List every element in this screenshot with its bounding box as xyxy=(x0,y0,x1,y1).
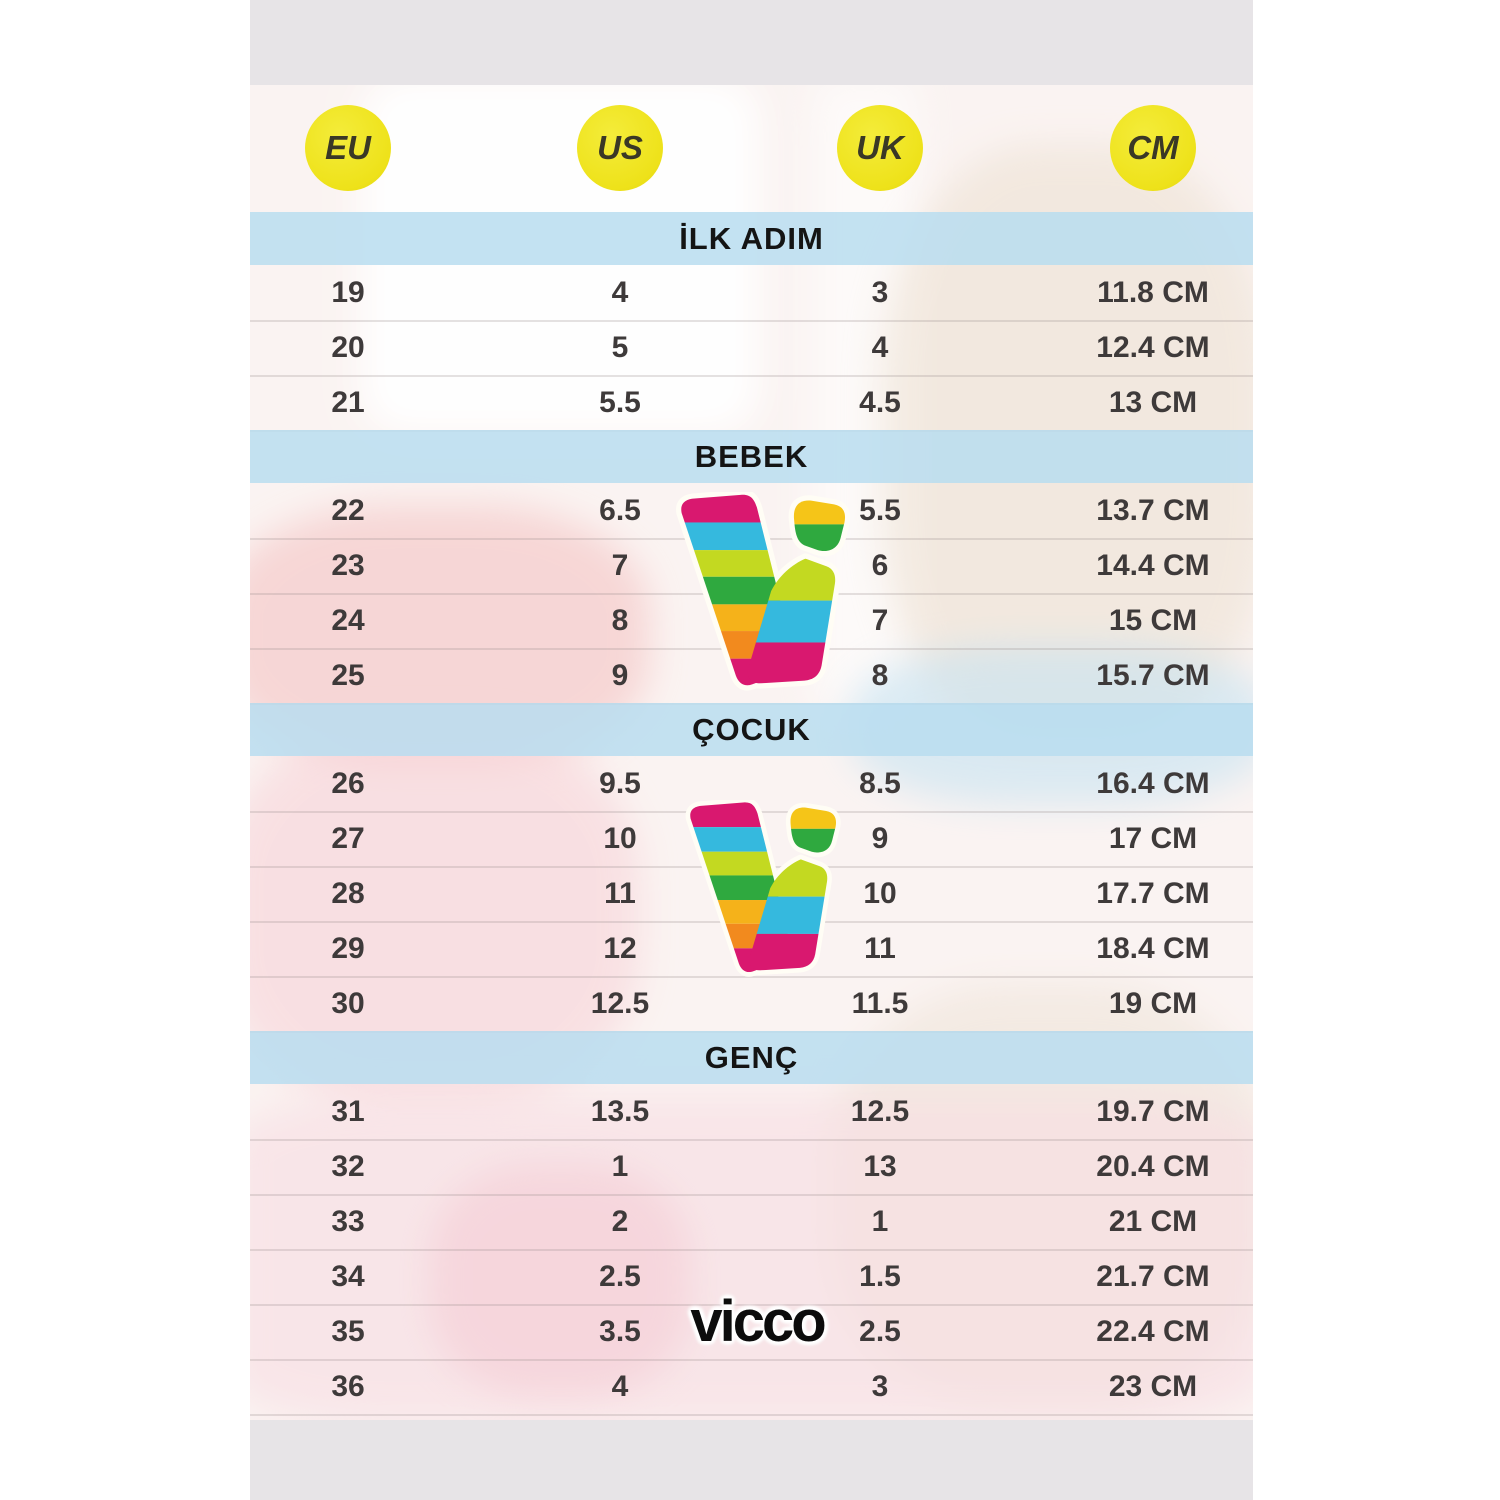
cell-cm: 14.4 CM xyxy=(1096,548,1210,582)
table-row xyxy=(250,976,1253,1033)
cell-uk: 12.5 xyxy=(850,1094,910,1128)
cell-uk: 4 xyxy=(871,330,889,364)
cell-eu: 35 xyxy=(331,1314,365,1348)
table-row xyxy=(250,1194,1253,1251)
cell-cm: 21 CM xyxy=(1108,1204,1198,1238)
cell-uk: 1 xyxy=(871,1204,889,1238)
cell-us: 9 xyxy=(611,658,629,692)
cell-eu: 19 xyxy=(331,275,365,309)
size-chart-content xyxy=(250,0,1253,1500)
column-header-us xyxy=(577,105,663,191)
cell-eu: 34 xyxy=(331,1259,365,1293)
vicco-v-logo-cocuk xyxy=(664,800,846,978)
cell-us: 5 xyxy=(611,330,629,364)
column-header-eu xyxy=(305,105,391,191)
cell-us: 12 xyxy=(603,931,637,965)
cell-cm: 16.4 CM xyxy=(1096,766,1210,800)
table-row xyxy=(250,1139,1253,1196)
cell-uk: 2.5 xyxy=(859,1314,901,1348)
column-header-cm xyxy=(1110,105,1196,191)
cell-cm: 20.4 CM xyxy=(1096,1149,1210,1183)
section-band xyxy=(250,703,1253,756)
cell-eu: 22 xyxy=(331,493,365,527)
table-row xyxy=(250,1359,1253,1416)
cell-uk: 5.5 xyxy=(859,493,901,527)
cell-cm: 15 CM xyxy=(1108,603,1198,637)
column-header-label: CM xyxy=(1127,129,1179,166)
cell-uk: 3 xyxy=(871,1369,889,1403)
cell-cm: 18.4 CM xyxy=(1096,931,1210,965)
cell-eu: 32 xyxy=(331,1149,365,1183)
cell-uk: 9 xyxy=(871,821,889,855)
cell-cm: 19.7 CM xyxy=(1096,1094,1210,1128)
table-row xyxy=(250,265,1253,322)
section-band xyxy=(250,430,1253,483)
cell-eu: 31 xyxy=(331,1094,365,1128)
cell-eu: 20 xyxy=(331,330,365,364)
cell-uk: 13 xyxy=(863,1149,897,1183)
cell-us: 11 xyxy=(604,876,636,910)
cell-us: 4 xyxy=(611,275,629,309)
cell-uk: 1.5 xyxy=(859,1259,901,1293)
cell-eu: 26 xyxy=(331,766,365,800)
cell-uk: 8.5 xyxy=(859,766,901,800)
cell-eu: 29 xyxy=(331,931,365,965)
vicco-v-icon xyxy=(664,800,846,978)
cell-us: 9.5 xyxy=(599,766,641,800)
cell-eu: 33 xyxy=(331,1204,365,1238)
cell-us: 3.5 xyxy=(599,1314,641,1348)
cell-uk: 11 xyxy=(864,931,896,965)
cell-cm: 22.4 CM xyxy=(1096,1314,1210,1348)
cell-us: 5.5 xyxy=(599,385,641,419)
cell-eu: 30 xyxy=(331,986,365,1020)
vicco-v-icon xyxy=(658,492,850,692)
section-band xyxy=(250,1031,1253,1084)
cell-cm: 15.7 CM xyxy=(1096,658,1210,692)
cell-cm: 11.8 CM xyxy=(1097,275,1209,309)
cell-us: 13.5 xyxy=(590,1094,650,1128)
cell-uk: 8 xyxy=(871,658,889,692)
cell-us: 8 xyxy=(611,603,629,637)
cell-cm: 19 CM xyxy=(1108,986,1198,1020)
section-band xyxy=(250,212,1253,265)
cell-us: 7 xyxy=(611,548,629,582)
cell-cm: 17 CM xyxy=(1108,821,1198,855)
vicco-v-logo-bebek xyxy=(658,492,850,692)
column-header-label: US xyxy=(597,129,643,166)
cell-eu: 24 xyxy=(331,603,365,637)
cell-eu: 21 xyxy=(331,385,365,419)
cell-eu: 28 xyxy=(331,876,365,910)
cell-us: 2 xyxy=(611,1204,629,1238)
cell-cm: 23 CM xyxy=(1108,1369,1198,1403)
section-title: BEBEK xyxy=(694,438,809,474)
cell-uk: 11.5 xyxy=(851,986,909,1020)
cell-eu: 36 xyxy=(331,1369,365,1403)
cell-eu: 27 xyxy=(331,821,365,855)
cell-cm: 12.4 CM xyxy=(1096,330,1210,364)
cell-cm: 13 CM xyxy=(1108,385,1198,419)
table-row xyxy=(250,1084,1253,1141)
cell-cm: 17.7 CM xyxy=(1096,876,1210,910)
cell-eu: 23 xyxy=(331,548,365,582)
cell-cm: 21.7 CM xyxy=(1096,1259,1210,1293)
table-row xyxy=(250,320,1253,377)
cell-uk: 3 xyxy=(871,275,889,309)
top-gray-band xyxy=(250,0,1253,85)
cell-us: 12.5 xyxy=(590,986,650,1020)
section-title: GENÇ xyxy=(704,1039,799,1075)
bottom-gray-band xyxy=(250,1420,1253,1500)
column-header-uk xyxy=(837,105,923,191)
section-title: İLK ADIM xyxy=(679,220,824,256)
cell-uk: 4.5 xyxy=(859,385,901,419)
cell-us: 4 xyxy=(611,1369,629,1403)
table-row xyxy=(250,375,1253,432)
column-header-label: UK xyxy=(856,129,904,166)
cell-us: 10 xyxy=(603,821,637,855)
cell-uk: 6 xyxy=(871,548,889,582)
cell-us: 2.5 xyxy=(599,1259,641,1293)
cell-us: 1 xyxy=(611,1149,629,1183)
section-title: ÇOCUK xyxy=(692,711,811,747)
cell-cm: 13.7 CM xyxy=(1096,493,1210,527)
cell-uk: 7 xyxy=(871,603,889,637)
cell-us: 6.5 xyxy=(599,493,641,527)
column-header-label: EU xyxy=(325,129,371,166)
cell-eu: 25 xyxy=(331,658,365,692)
vicco-wordmark: vicco xyxy=(690,1289,824,1354)
cell-uk: 10 xyxy=(863,876,897,910)
